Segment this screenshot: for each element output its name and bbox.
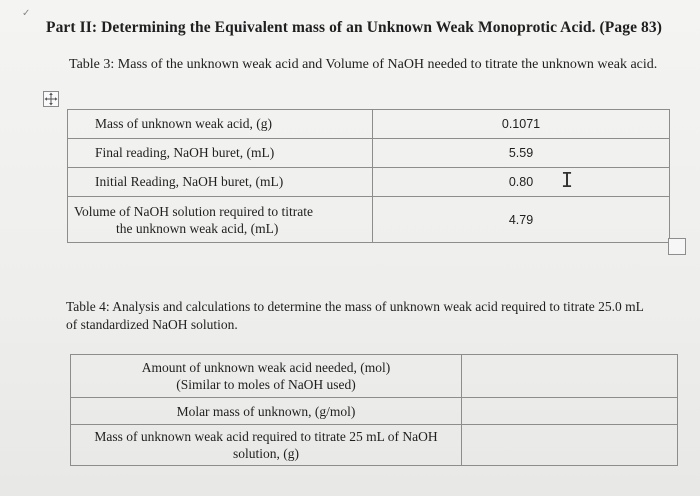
- label-line-1: Volume of NaOH solution required to titrate: [74, 203, 313, 219]
- label-line-1: Mass of unknown weak acid required to titrate 25 mL of NaOH: [94, 429, 438, 444]
- table-cell-label[interactable]: [71, 398, 462, 425]
- table-cell-label[interactable]: Initial Reading, NaOH buret, (mL): [68, 168, 373, 197]
- table-row: [68, 110, 670, 139]
- table-cell-value[interactable]: 4.79: [373, 197, 670, 243]
- section-heading: Part II: Determining the Equivalent mass of an Unknown Weak Monoprotic Acid. (Page 83): [46, 19, 662, 36]
- checkbox-icon[interactable]: [668, 238, 686, 255]
- label-line-2: the unknown weak acid, (mL): [116, 220, 279, 236]
- table4: [70, 354, 678, 466]
- table-cell-label[interactable]: Mass of unknown weak acid, (g): [68, 110, 373, 139]
- table-cell-value[interactable]: 0.80: [373, 168, 670, 197]
- table-cell-label[interactable]: Final reading, NaOH buret, (mL): [68, 139, 373, 168]
- label-line-1: Amount of unknown weak acid needed, (mol): [141, 360, 391, 375]
- table-cell-value[interactable]: 5.59: [373, 139, 670, 168]
- label-line-2: solution, (g): [233, 446, 299, 461]
- table3-caption: Table 3: Mass of the unknown weak acid and Volume of NaOH needed to titrate the unknown weak acid.: [69, 57, 658, 72]
- label-line-1: Molar mass of unknown, (g/mol): [176, 403, 356, 419]
- table-row: [71, 398, 678, 425]
- table-cell-value[interactable]: [462, 425, 678, 466]
- move-arrows-icon[interactable]: [43, 91, 59, 107]
- table-cell-value[interactable]: [462, 398, 678, 425]
- table-row: [68, 168, 670, 197]
- table-row: [71, 355, 678, 398]
- table-row: [68, 139, 670, 168]
- table4-caption: Table 4: Analysis and calculations to determine the mass of unknown weak acid required to titrate 25.0 mL of standardized NaOH solution.: [66, 299, 644, 332]
- corner-mark: ✓: [22, 8, 31, 19]
- table-cell-label[interactable]: [71, 355, 462, 398]
- label-line-2: (Similar to moles of NaOH used): [176, 377, 356, 392]
- table-row: [71, 425, 678, 466]
- table3: [67, 109, 670, 243]
- table-cell-value[interactable]: 0.1071: [373, 110, 670, 139]
- table-row: [68, 197, 670, 243]
- table-cell-value[interactable]: [462, 355, 678, 398]
- table-cell-label[interactable]: [68, 197, 373, 243]
- table-cell-label[interactable]: [71, 425, 462, 466]
- i-beam-cursor-icon: I: [561, 168, 574, 192]
